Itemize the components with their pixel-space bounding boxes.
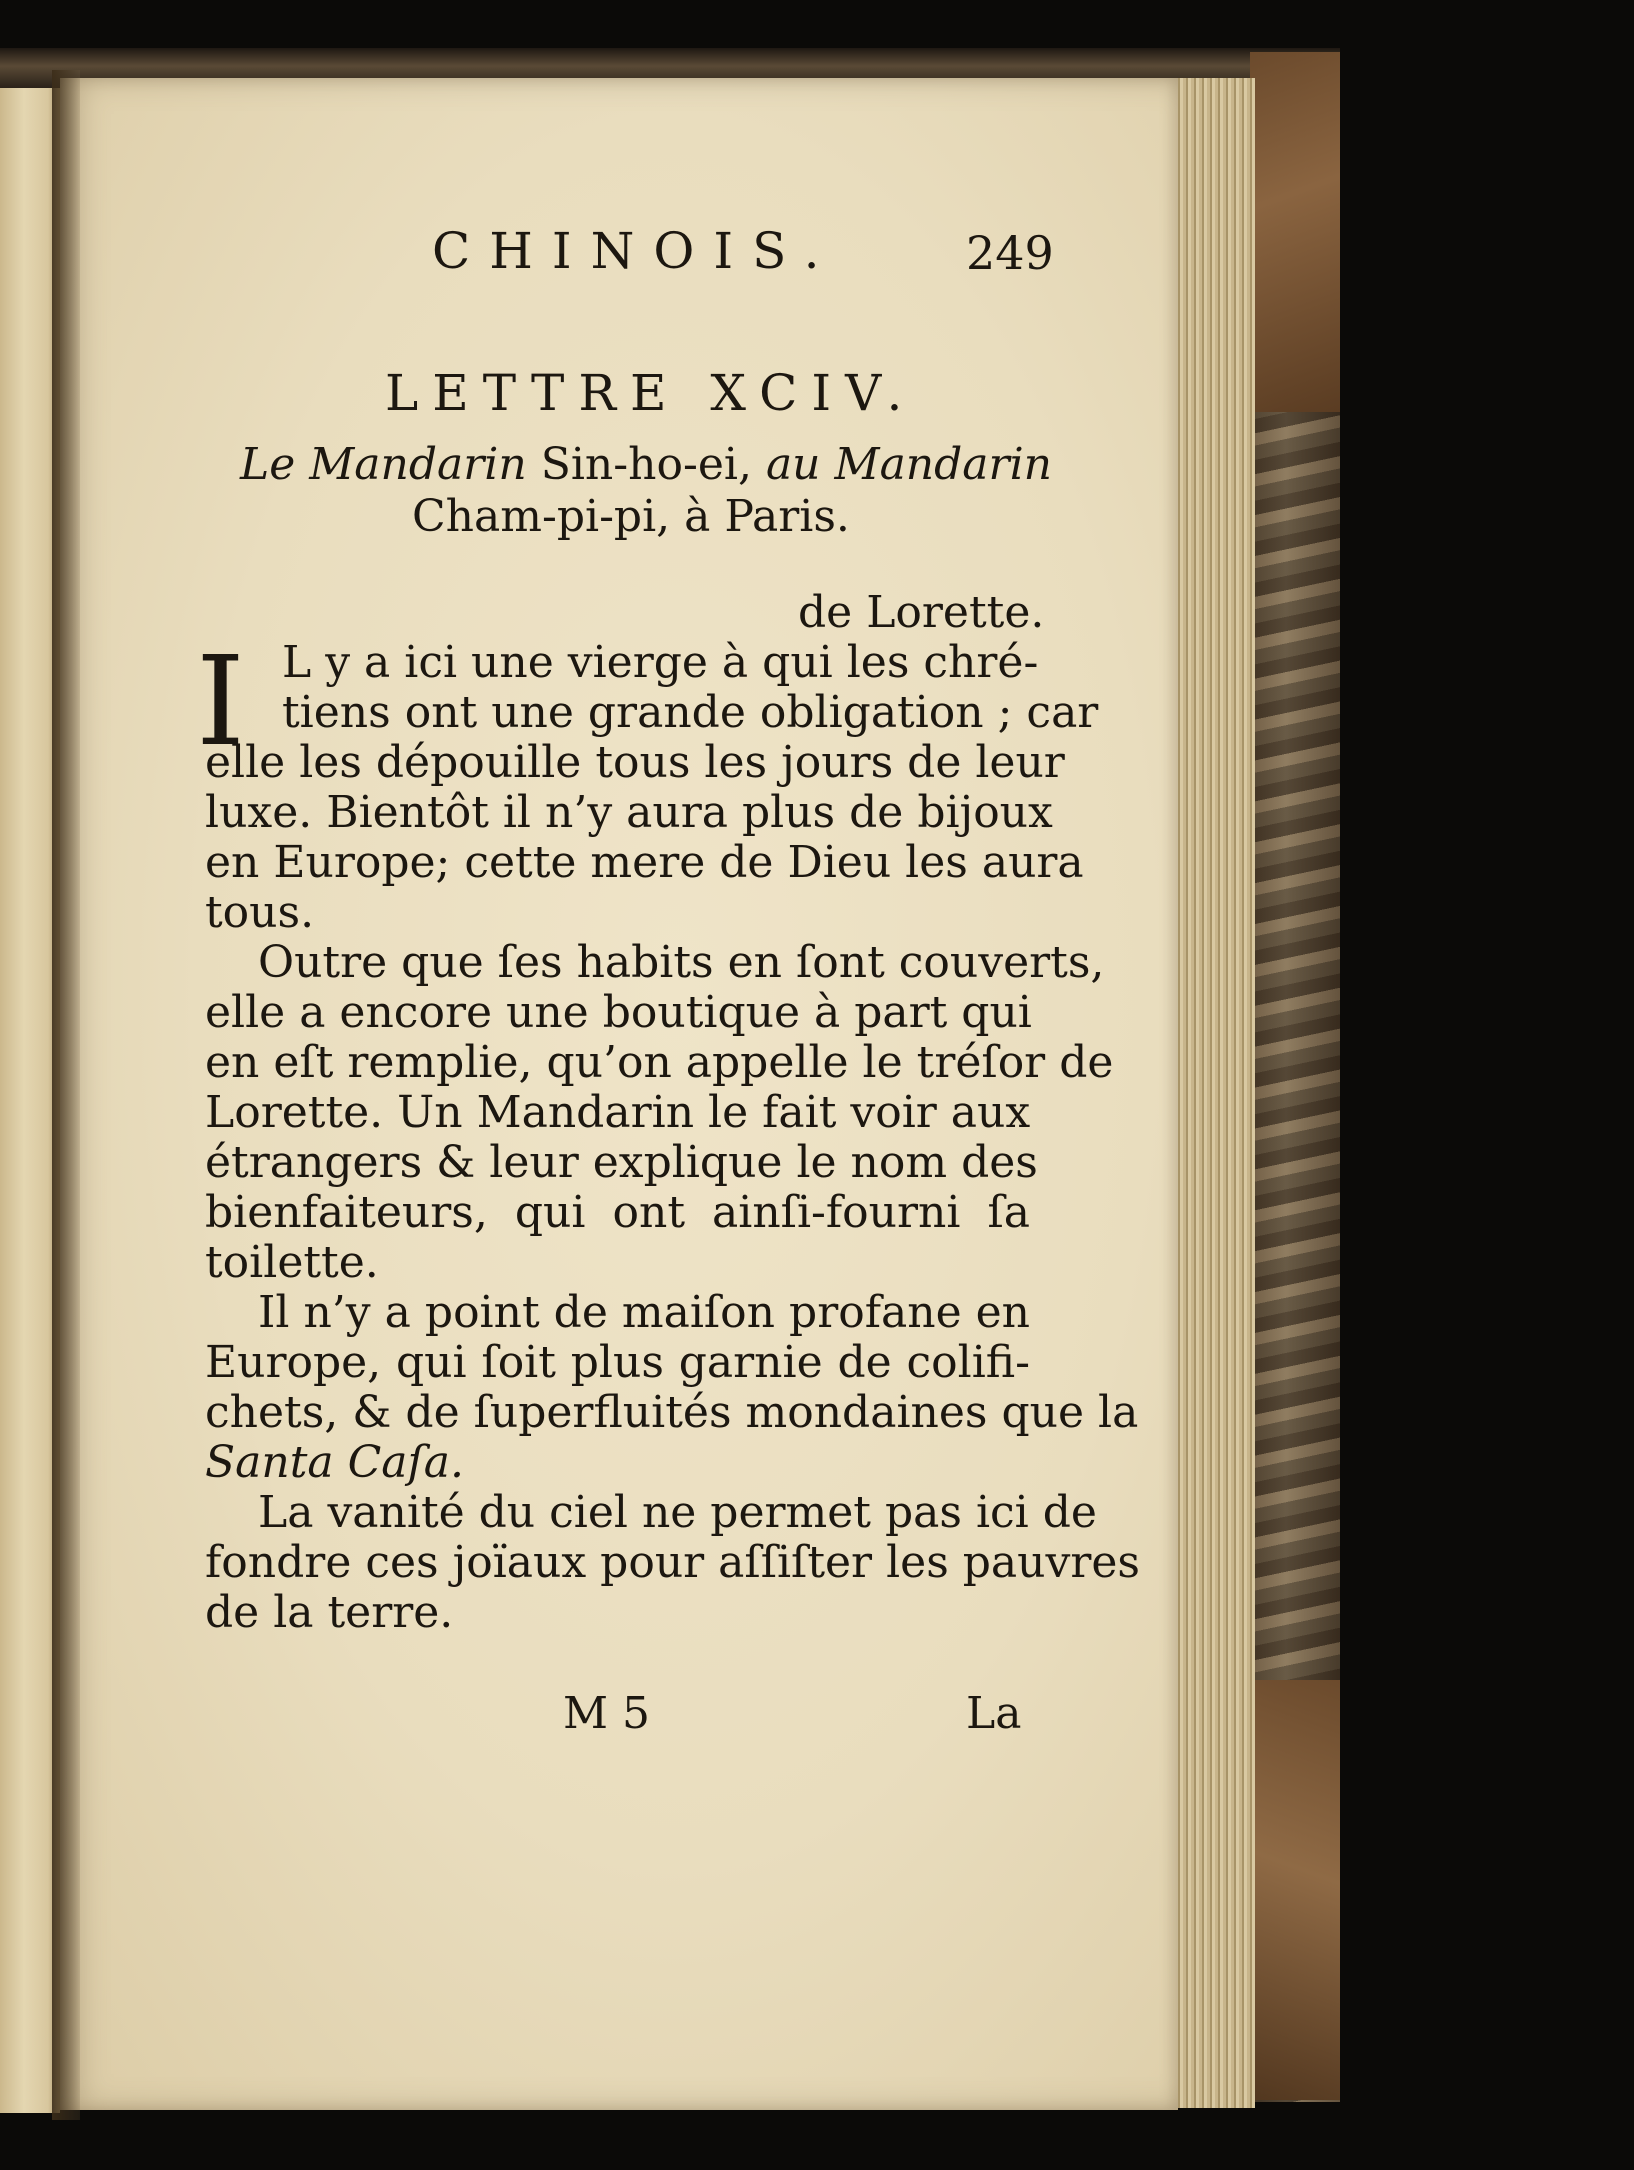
- catchword: La: [966, 1688, 1022, 1739]
- signature-mark: M 5: [563, 1688, 651, 1739]
- text-line: en Europe; cette mere de Dieu les aura: [205, 837, 1084, 888]
- address-part: Mandarin: [834, 439, 1052, 490]
- page-number: 249: [966, 226, 1054, 280]
- text-line: La vanité du ciel ne permet pas ici de: [258, 1487, 1097, 1538]
- text-line: tiens ont une grande obligation ; car: [282, 687, 1099, 738]
- text-line: Lorette. Un Mandarin le fait voir aux: [205, 1087, 1031, 1138]
- text-line: Santa Caſa.: [205, 1437, 465, 1488]
- text-line: tous.: [205, 887, 315, 938]
- letter-address-line-1: [240, 440, 1052, 490]
- letter-address-line-2: Cham-pi-pi, à Paris.: [412, 491, 850, 542]
- text-line: fondre ces joïaux pour aſſiſter les pauvres: [205, 1537, 1140, 1588]
- text-line: elle a encore une boutique à part qui: [205, 987, 1032, 1038]
- letter-place: de Lorette.: [798, 587, 1045, 638]
- text-line: elle les dépouille tous les jours de leur: [205, 737, 1065, 788]
- address-part: Le Mandarin: [240, 439, 527, 490]
- text-line: chets, & de ſuperfluités mondaines que la: [205, 1387, 1139, 1438]
- text-line: Il n’y a point de maiſon profane en: [258, 1287, 1030, 1338]
- text-line: en eſt remplie, qu’on appelle le tréſor de: [205, 1037, 1114, 1088]
- text-line: Outre que ſes habits en ſont couverts,: [258, 937, 1105, 988]
- text-line: Europe, qui ſoit plus garnie de colifi-: [205, 1337, 1030, 1388]
- text-line: étrangers & leur explique le nom des: [205, 1137, 1038, 1188]
- text-line: luxe. Bientôt il n’y aura plus de bijoux: [205, 787, 1053, 838]
- drop-cap: I: [196, 630, 245, 774]
- address-part: au: [765, 439, 821, 490]
- text-line: toilette.: [205, 1237, 379, 1288]
- text-line: bienfaiteurs, qui ont ainſi-fourni ſa: [205, 1187, 1030, 1238]
- text-line: L y a ici une vierge à qui les chré-: [282, 637, 1039, 688]
- address-part: Sin-ho-ei,: [540, 439, 752, 490]
- running-title: CHINOIS.: [432, 222, 839, 280]
- text-line: de la terre.: [205, 1587, 454, 1638]
- letter-title: LETTRE XCIV.: [385, 364, 917, 422]
